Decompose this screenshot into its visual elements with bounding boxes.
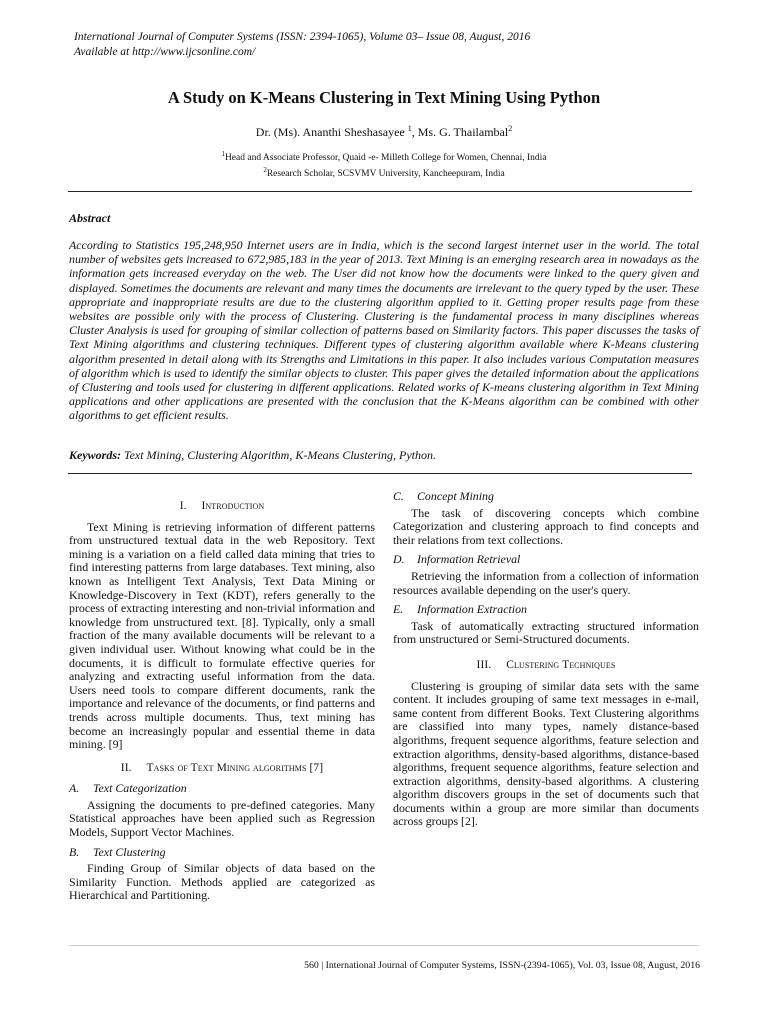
affiliation-2-mark: 2 xyxy=(263,166,267,175)
section-1-title: Introduction xyxy=(201,500,265,512)
abstract-divider xyxy=(68,473,692,474)
subsection-b-heading xyxy=(69,846,375,860)
abstract-body: According to Statistics 195,248,950 Internet users are in India, which is the second largest internet user in the world. The total number of websites gets increased to 672,985,183 in the year of 2013. Text Mining is an emerging research area in nowadays as the information gets increased everyday on the web. The User did not know how the documents were linked to the query given and displayed. Sometimes the documents are relevant and many times the documents are irrelevant to the query typed by the user. These appropriate and inappropriate results are due to the clustering algorithm applied to it. Getting proper results page from these websites are possible only with the process of Clustering. Clustering is the fundamental process in many disciplines whereas Cluster Analysis is used for grouping of similar collection of patterns based on Similarity factors. This paper discusses the tasks of Text Mining algorithms and clustering techniques. Different types of clustering algorithm available where K-Means clustering algorithm presented in detail along with its Strengths and Limitations in this paper. It also includes various Computation measures of algorithm which is used to identify the similar objects to cluster. This paper gives the detailed information about the applications of Clustering and tools used for clustering in different applications. Related works of K-means clustering algorithm in Text Mining applications and other applications are presented with the conclusion that the K-Means algorithm can be combined with other algorithms to get efficient results. xyxy=(69,238,699,423)
subsection-c-number: C. xyxy=(393,489,404,503)
authors xyxy=(68,121,700,140)
subsection-d-heading xyxy=(393,553,699,567)
subsection-e-number: E. xyxy=(393,602,404,617)
subsection-c-title: Concept Mining xyxy=(417,489,494,503)
section-3-body: Clustering is grouping of similar data sets with the same content. It includes grouping of same text messages in e-mail, same content from different Books. Text Clustering algorithms are classified into many types, namely distance-based algorithms, frequent sequence algorithms, feature selection and extraction algorithms, density-based algorithms, distance-based algorithms, frequent sequence algorithms, feature selection and extraction algorithms, density-based algorithms. A clustering algorithm discovers groups in the set of documents such that documents within a group are more similar than documents across groups [2]. xyxy=(393,678,699,829)
journal-header xyxy=(74,30,694,60)
section-2-title: Tasks of Text Mining algorithms xyxy=(146,761,307,774)
affiliation-1-mark: 1 xyxy=(221,150,225,158)
author-1-affil-mark: 1 xyxy=(407,124,412,133)
paper-title: A Study on K-Means Clustering in Text Mining Using Python xyxy=(167,88,601,107)
section-3-heading xyxy=(393,659,699,673)
section-1-heading xyxy=(69,500,375,514)
author-separator: , xyxy=(411,125,418,139)
author-2-affil-mark: 2 xyxy=(508,124,513,133)
subsection-c-heading xyxy=(393,490,699,504)
affiliations xyxy=(68,148,700,180)
journal-header-line1: International Journal of Computer Systems (ISSN: 2394-1065), Volume 03– Issue 08, August, 2016 xyxy=(74,31,531,43)
subsection-b-title: Text Clustering xyxy=(93,844,166,859)
author-2: Ms. G. Thailambal xyxy=(417,125,509,139)
page-footer: 560 | International Journal of Computer Systems, ISSN-(2394-1065), Vol. 03, Issue 08, August, 2016 xyxy=(304,960,700,971)
journal-header-line2[interactable]: Available at http://www.ijcsonline.com/ xyxy=(74,46,256,58)
subsection-b-number: B. xyxy=(69,844,80,859)
abstract-heading: Abstract xyxy=(69,211,111,225)
subsection-a-heading xyxy=(69,782,375,796)
affiliation-1 xyxy=(68,148,700,164)
section-3-title: Clustering Techniques xyxy=(506,658,616,671)
section-1-body: Text Mining is retrieving information of different patterns from unstructured textual data in the web Repository. Text mining is a variation on a field called data mining that tries to find interesting patterns from large databases. Text mining, also known as Intelligent Text Analysis, Text Data Mining or Knowledge-Discovery in Text (KDT), refers generally to the process of extracting interesting and non-trivial information and knowledge from unstructured text. [8]. Typically, only a small fraction of the many available documents will be relevant to a given individual user. Without knowing what could be in the documents, it is difficult to formulate effective queries for analyzing and extracting useful information from the data. Users need tools to compare different documents, rank the importance and relevance of the documents, or find patterns and trends across multiple documents. Thus, text mining has become an increasingly popular and essential theme in data mining. [9] xyxy=(69,519,375,752)
keywords xyxy=(69,448,699,463)
section-3-number: III. xyxy=(476,658,492,671)
keywords-label: Keywords: xyxy=(69,448,121,462)
affiliation-1-text: Head and Associate Professor, Quaid -e- Milleth College for Women, Chennai, India xyxy=(224,153,547,164)
section-2-ref: [7] xyxy=(306,761,324,774)
section-2-number: II. xyxy=(120,761,132,774)
subsection-e-title: Information Extraction xyxy=(417,602,527,617)
author-1: Dr. (Ms). Ananthi Sheshasayee xyxy=(255,125,405,139)
section-2-heading xyxy=(69,762,375,776)
footer-divider xyxy=(69,945,699,946)
right-column xyxy=(393,490,699,829)
header-divider xyxy=(68,191,692,192)
subsection-d-number: D. xyxy=(393,552,405,567)
subsection-b-body: Finding Group of Similar objects of data based on the Similarity Function. Methods applied are categorized as Hierarchical and Partitioning. xyxy=(69,861,375,903)
subsection-a-number: A. xyxy=(69,781,80,796)
affiliation-2 xyxy=(68,164,700,180)
subsection-d-title: Information Retrieval xyxy=(417,552,521,567)
subsection-e-body: Task of automatically extracting structured information from unstructured or Semi-Structured documents. xyxy=(393,618,699,647)
subsection-c-body: The task of discovering concepts which combine Categorization and clustering approach to find concepts and their relations from text collections. xyxy=(393,505,699,547)
keywords-text: Text Mining, Clustering Algorithm, K-Means Clustering, Python. xyxy=(121,448,436,462)
subsection-e-heading xyxy=(393,603,699,617)
left-column xyxy=(69,490,375,903)
section-1-number: I. xyxy=(179,500,187,512)
subsection-a-body: Assigning the documents to pre-defined categories. Many Statistical approaches have been applied such as Regression Models, Support Vector Machines. xyxy=(69,797,375,840)
affiliation-2-text: Research Scholar, SCSVMV University, Kancheepuram, India xyxy=(266,169,505,180)
subsection-d-body: Retrieving the information from a collection of information resources available depending on the user's query. xyxy=(393,568,699,597)
subsection-a-title: Text Categorization xyxy=(93,781,187,796)
